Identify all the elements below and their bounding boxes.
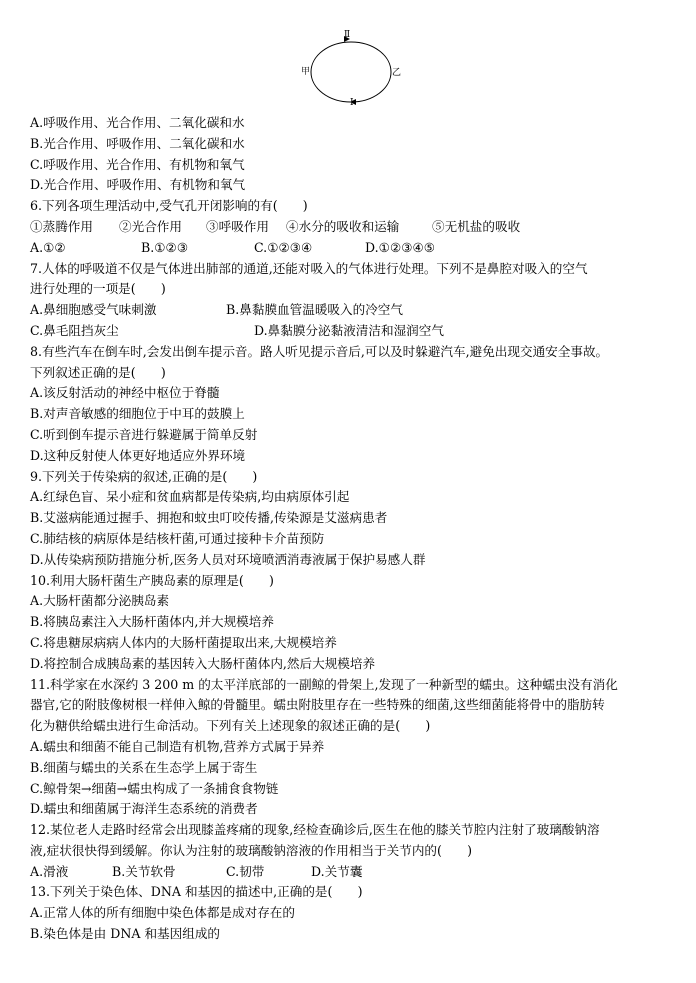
q9-stem: 9.下列关于传染病的叙述,正确的是( ) <box>30 468 258 484</box>
q7-option-a: A.鼻细胞感受气味刺激 <box>30 302 157 318</box>
q6-stem: 6.下列各项生理活动中,受气孔开闭影响的有( ) <box>30 198 308 214</box>
q9-option-a: A.红绿色盲、呆小症和贫血病都是传染病,均由病原体引起 <box>30 489 350 505</box>
q6-options-row <box>30 238 680 259</box>
q7-option-c: C.鼻毛阻挡灰尘 <box>30 322 119 338</box>
q7-stem-line-2: 进行处理的一项是( ) <box>30 281 166 297</box>
photosynthesis-respiration-cycle-diagram <box>296 32 416 108</box>
diagram-label-jia: 甲 <box>301 67 311 77</box>
q13-stem: 13.下列关于染色体、DNA 和基因的描述中,正确的是( ) <box>30 884 363 900</box>
q12-option-d: D.关节囊 <box>311 863 363 879</box>
q11-stem-line-1: 11.科学家在水深约 3 200 m 的太平洋底部的一副鲸的骨架上,发现了一种新型的蠕虫。这种蠕虫没有消化 <box>30 676 618 692</box>
q12-option-c: C.韧带 <box>226 863 265 879</box>
q8-option-c: C.听到倒车提示音进行躲避属于简单反射 <box>30 426 258 442</box>
q6-item-4: ④水分的吸收和运输 <box>286 218 400 234</box>
q6-option-c: C.①②③④ <box>254 239 313 255</box>
q9-option-b: B.艾滋病能通过握手、拥抱和蚊虫叮咬传播,传染源是艾滋病患者 <box>30 510 388 526</box>
q8-option-b: B.对声音敏感的细胞位于中耳的鼓膜上 <box>30 406 245 422</box>
q10-option-a: A.大肠杆菌都分泌胰岛素 <box>30 593 170 609</box>
q12-option-a: A.滑液 <box>30 863 69 879</box>
q12-stem-line-1: 12.某位老人走路时经常会出现膝盖疼痛的现象,经检查确诊后,医生在他的膝关节腔内注射了玻璃酸钠溶 <box>30 822 600 838</box>
q8-stem-line-2: 下列叙述正确的是( ) <box>30 364 166 380</box>
q7-option-d: D.鼻黏膜分泌黏液清洁和湿润空气 <box>254 322 444 338</box>
cycle-ellipse <box>311 42 391 102</box>
q10-option-c: C.将患糖尿病病人体内的大肠杆菌提取出来,大规模培养 <box>30 634 337 650</box>
q12-options-row <box>30 862 680 883</box>
q8-stem-line-1: 8.有些汽车在倒车时,会发出倒车提示音。路人听见提示音后,可以及时躲避汽车,避免出现交通安全事故。 <box>30 343 609 359</box>
q11-option-a: A.蠕虫和细菌不能自己制造有机物,营养方式属于异养 <box>30 738 325 754</box>
diagram-label-ii: Ⅱ <box>344 30 351 40</box>
q6-item-3: ③呼吸作用 <box>206 218 269 234</box>
q6-items-row <box>30 217 680 238</box>
q5-option-c: C.呼吸作用、光合作用、有机物和氧气 <box>30 156 245 172</box>
q8-option-d: D.这种反射使人体更好地适应外界环境 <box>30 447 246 463</box>
q9-option-d: D.从传染病预防措施分析,医务人员对环境喷洒消毒液属于保护易感人群 <box>30 551 426 567</box>
q11-option-c: C.鲸骨架→细菌→蠕虫构成了一条捕食食物链 <box>30 780 279 796</box>
q11-option-d: D.蠕虫和细菌属于海洋生态系统的消费者 <box>30 801 258 817</box>
q6-item-5: ⑤无机盐的吸收 <box>432 218 521 234</box>
q10-option-d: D.将控制合成胰岛素的基因转入大肠杆菌体内,然后大规模培养 <box>30 655 376 671</box>
q10-option-b: B.将胰岛素注入大肠杆菌体内,并大规模培养 <box>30 614 274 630</box>
q12-stem-line-2: 液,症状很快得到缓解。你认为注射的玻璃酸钠溶液的作用相当于关节内的( ) <box>30 842 473 858</box>
question-text-block <box>30 113 680 945</box>
q6-option-d: D.①②③④⑤ <box>365 239 436 255</box>
q13-option-a: A.正常人体的所有细胞中染色体都是成对存在的 <box>30 905 295 921</box>
q13-option-b: B.染色体是由 DNA 和基因组成的 <box>30 926 221 942</box>
q9-option-c: C.肺结核的病原体是结核杆菌,可通过接种卡介苗预防 <box>30 530 325 546</box>
q6-option-a: A.①② <box>30 239 66 255</box>
q6-option-b: B.①②③ <box>141 239 189 255</box>
q11-stem-line-2: 器官,它的附肢像树根一样伸入鲸的骨髓里。蠕虫附肢里存在一些特殊的细菌,这些细菌能将骨中的脂肪转 <box>30 697 605 713</box>
q5-option-a: A.呼吸作用、光合作用、二氧化碳和水 <box>30 115 245 130</box>
q7-stem-line-1: 7.人体的呼吸道不仅是气体进出肺部的通道,还能对吸入的气体进行处理。下列不是鼻腔对吸入的空气 <box>30 260 588 276</box>
q7-options-row-2 <box>30 321 680 342</box>
diagram-label-yi: 乙 <box>392 68 402 78</box>
diagram-label-i: Ⅰ <box>350 98 354 108</box>
q12-option-b: B.关节软骨 <box>112 863 176 879</box>
q10-stem: 10.利用大肠杆菌生产胰岛素的原理是( ) <box>30 572 274 588</box>
q11-option-b: B.细菌与蠕虫的关系在生态学上属于寄生 <box>30 759 258 775</box>
q11-stem-line-3: 化为糖供给蠕虫进行生命活动。下列有关上述现象的叙述正确的是( ) <box>30 718 431 734</box>
q7-options-row-1 <box>30 300 680 321</box>
q5-option-b: B.光合作用、呼吸作用、二氧化碳和水 <box>30 135 245 151</box>
q6-item-2: ②光合作用 <box>119 218 182 234</box>
q5-option-d: D.光合作用、呼吸作用、有机物和氧气 <box>30 177 246 193</box>
q8-option-a: A.该反射活动的神经中枢位于脊髓 <box>30 385 220 401</box>
q6-item-1: ①蒸腾作用 <box>30 218 93 234</box>
q7-option-b: B.鼻黏膜血管温暖吸入的冷空气 <box>226 302 403 318</box>
